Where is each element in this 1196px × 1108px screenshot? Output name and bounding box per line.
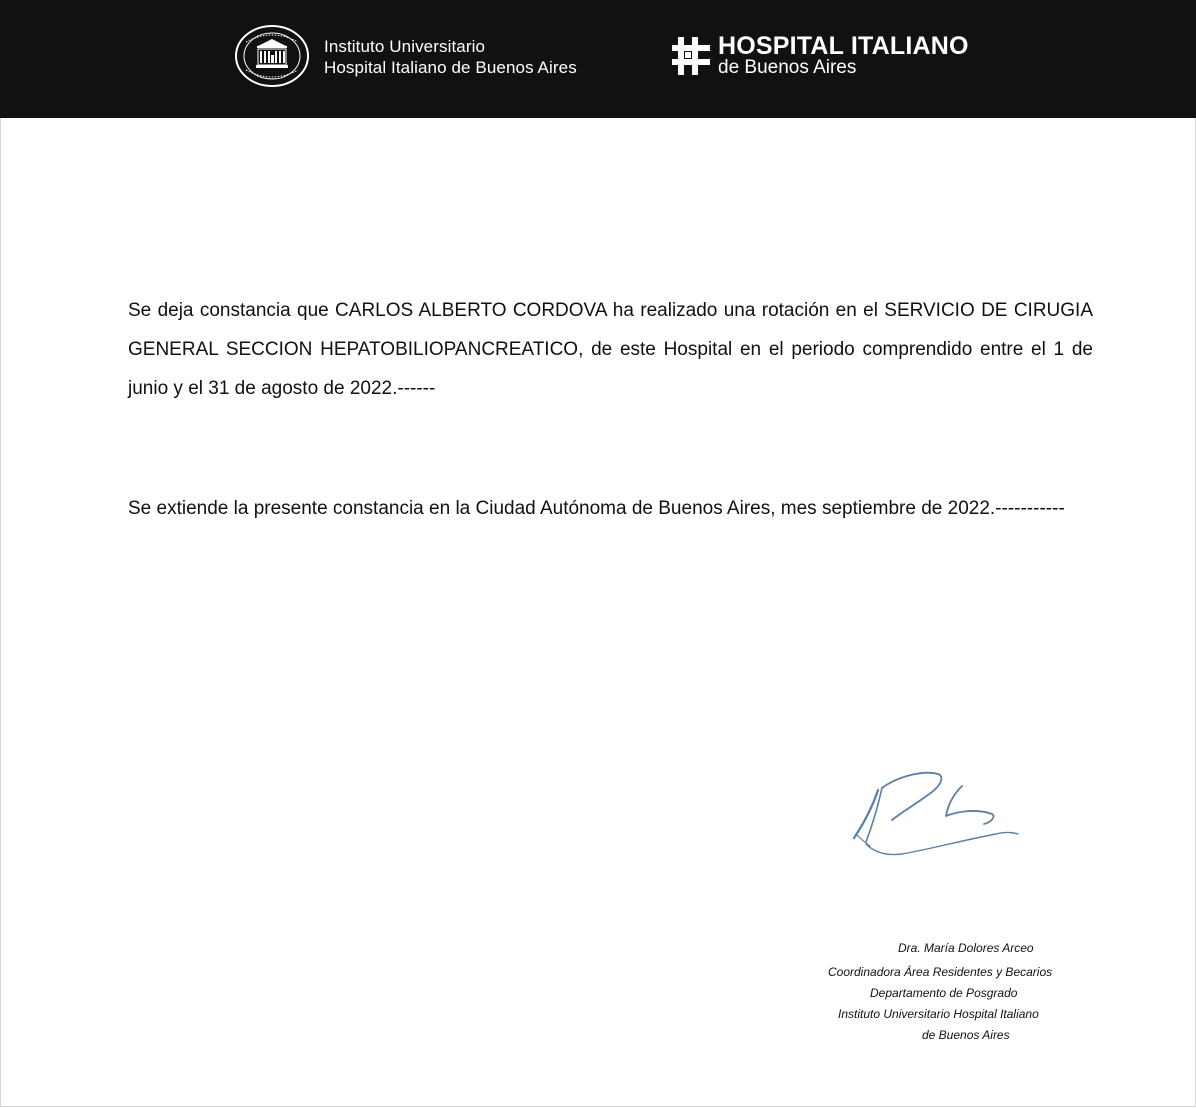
hospital-subtitle: de Buenos Aires xyxy=(718,57,857,78)
institute-name xyxy=(324,36,577,78)
signatory-name: Dra. María Dolores Arceo xyxy=(898,941,1034,955)
institute-seal-icon xyxy=(234,24,310,88)
signatory-institution-line-2: de Buenos Aires xyxy=(922,1028,1010,1042)
institute-line-2: Hospital Italiano de Buenos Aires xyxy=(324,58,577,77)
signature-block xyxy=(820,938,1090,1046)
signatory-department: Departamento de Posgrado xyxy=(870,986,1018,1000)
signatory-institution-line-1: Instituto Universitario Hospital Italiano xyxy=(838,1007,1039,1021)
certificate-paragraph-issued: Se extiende la presente constancia en la Ciudad Autónoma de Buenos Aires, mes septiembre de 2022.----------- xyxy=(128,498,1065,519)
signatory-role: Coordinadora Área Residentes y Becarios xyxy=(828,965,1053,979)
hospital-cross-icon xyxy=(672,37,710,75)
letterhead xyxy=(0,0,1196,118)
handwritten-signature xyxy=(846,768,1022,860)
institute-line-1: Instituto Universitario xyxy=(324,37,486,56)
certificate-paragraph-rotation: Se deja constancia que CARLOS ALBERTO CORDOVA ha realizado una rotación en el SERVICIO DE CIRUGIA GENERAL SECCION HEPATOBILIOPANCREATICO, de este Hospital en el periodo comprendido entre el 1 de junio y el 31 de agosto de 2022.------ xyxy=(128,300,1093,399)
hospital-name: HOSPITAL ITALIANO xyxy=(718,32,969,60)
